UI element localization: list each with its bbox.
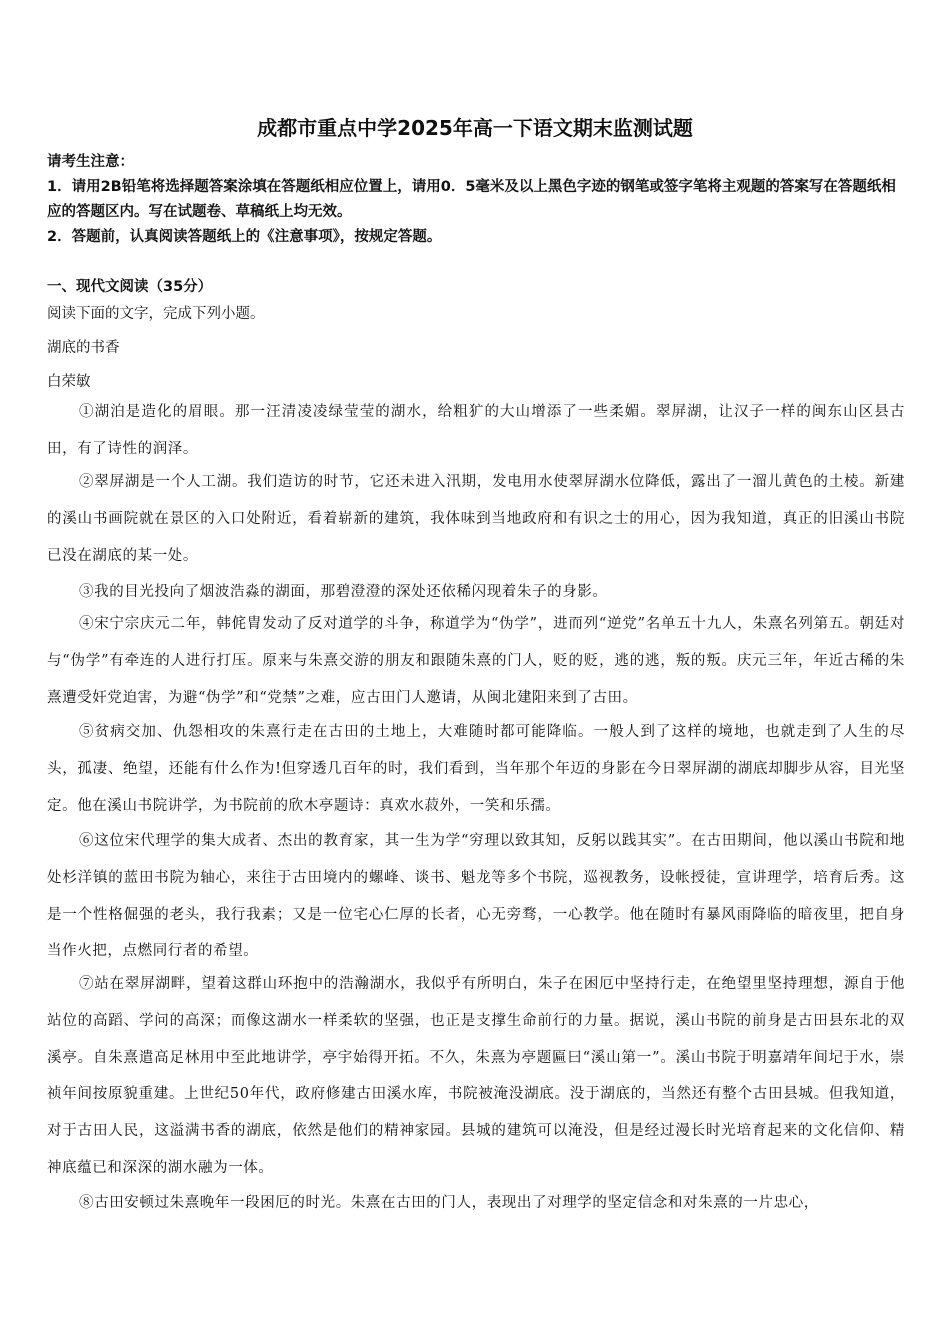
paragraph-1: ①湖泊是造化的眉眼。那一汪清凌凌绿莹莹的湖水，给粗犷的大山增添了一些柔媚。翠屏湖，让汉子一样的闽东山区县古田，有了诗性的润泽。 <box>47 404 905 457</box>
notice-item-2: 2．答题前，认真阅读答题纸上的《注意事项》，按规定答题。 <box>47 229 442 245</box>
notice-item-1: 1．请用2B铅笔将选择题答案涂填在答题纸相应位置上，请用0．5毫米及以上黑色字迹的钢笔或签字笔将主观题的答案写在答题纸相应的答题区内。写在试题卷、草稿纸上均无效。 <box>47 179 896 220</box>
paragraph-6: ⑥这位宋代理学的集大成者、杰出的教育家，其一生为学“穷理以致其知，反躬以践其实”。在古田期间，他以溪山书院和地处杉洋镇的蓝田书院为轴心，来往于古田境内的螺峰、谈书、魁龙等多个书院，巡视教务，设帐授徒，宣讲理学，培育后秀。这是一个性格倔强的老头，我行我素；又是一位宅心仁厚的长者，心无旁骛，一心教学。他在随时有暴风雨降临的暗夜里，把自身当作火把，点燃同行者的希望。 <box>47 833 905 960</box>
article-title: 湖底的书香 <box>47 340 120 356</box>
article-author: 白荣敏 <box>47 374 91 390</box>
paragraph-4: ④宋宁宗庆元二年，韩侂胄发动了反对道学的斗争，称道学为“伪学”，进而列“逆党”名单五十九人，朱熹名列第五。朝廷对与“伪学”有牵连的人进行打压。原来与朱熹交游的朋友和跟随朱熹的门人，贬的贬，逃的逃，叛的叛。庆元三年，年近古稀的朱熹遭受奸党迫害，为避“伪学”和“党禁”之难，应古田门人邀请，从闽北建阳来到了古田。 <box>47 616 905 706</box>
notice-heading: 请考生注意： <box>47 154 134 170</box>
exam-title: 成都市重点中学2025年高一下语文期末监测试题 <box>257 116 693 140</box>
paragraph-7: ⑦站在翠屏湖畔，望着这群山环抱中的浩瀚湖水，我似乎有所明白，朱子在困厄中坚持行走，在绝望里坚持理想，源自于他站位的高蹈、学问的高深；而像这湖水一样柔软的坚强，也正是支撑生命前行的力量。据说，溪山书院的前身是古田县东北的双溪亭。自朱熹遣高足林用中至此地讲学，亭宇始得开拓。不久，朱熹为亭题匾曰“溪山第一”。溪山书院于明嘉靖年间圮于水，崇祯年间按原貌重建。上世纪50年代，政府修建古田溪水库，书院被淹没湖底。没于湖底的，当然还有整个古田县城。但我知道，对于古田人民，这溢满书香的湖底，依然是他们的精神家园。县城的建筑可以淹没，但是经过漫长时光培育起来的文化信仰、精神底蕴已和深深的湖水融为一体。 <box>47 976 905 1176</box>
reading-instruction: 阅读下面的文字，完成下列小题。 <box>47 306 265 322</box>
paragraph-5: ⑤贫病交加、仇怨相攻的朱熹行走在古田的土地上，大难随时都可能降临。一般人到了这样的境地，也就走到了人生的尽头，孤凄、绝望，还能有什么作为!但穿透几百年的时，我们看到，当年那个年迈的身影在今日翠屏湖的湖底却脚步从容，目光坚定。他在溪山书院讲学，为书院前的欣木亭题诗：真欢水菽外，一笑和乐孺。 <box>47 724 905 814</box>
notice-block <box>47 150 907 250</box>
paragraph-2: ②翠屏湖是一个人工湖。我们造访的时节，它还未进入汛期，发电用水使翠屏湖水位降低，露出了一溜儿黄色的土棱。新建的溪山书画院就在景区的入口处附近，看着崭新的建筑，我体味到当地政府和有识之士的用心，因为我知道，真正的旧溪山书院已没在湖底的某一处。 <box>47 474 905 564</box>
paragraph-3: ③我的目光投向了烟波浩淼的湖面，那碧澄澄的深处还依稀闪现着朱子的身影。 <box>79 584 608 600</box>
section-heading: 一、现代文阅读（35分） <box>47 279 213 295</box>
paragraph-8: ⑧古田安顿过朱熹晚年一段困厄的时光。朱熹在古田的门人，表现出了对理学的坚定信念和对朱熹的一片忠心， <box>79 1195 819 1211</box>
